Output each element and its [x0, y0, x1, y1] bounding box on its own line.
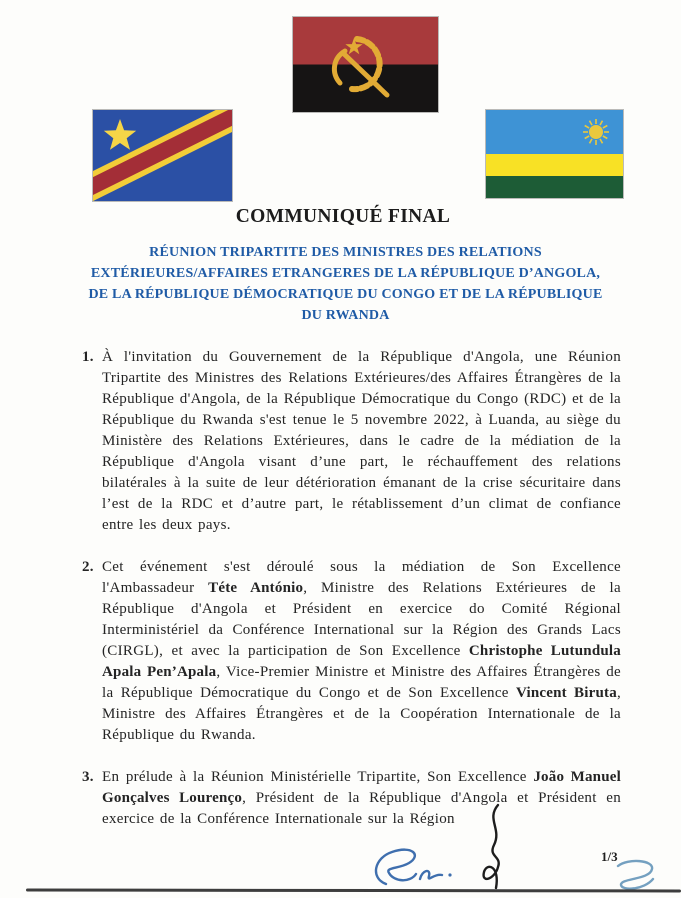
rwanda-flag [486, 110, 623, 198]
subtitle-line: DE LA RÉPUBLIQUE DÉMOCRATIQUE DU CONGO ET DE LA RÉPUBLIQUE [88, 287, 603, 302]
drc-flag [93, 110, 232, 201]
rwanda-flag-graphic [486, 110, 623, 198]
subtitle-line: EXTÉRIEURES/AFFAIRES ETRANGERES DE LA RÉPUBLIQUE D’ANGOLA, [90, 266, 601, 281]
subtitle-line: DU RWANDA [301, 308, 390, 323]
angola-flag [293, 17, 438, 112]
document-title: COMMUNIQUÉ FINAL [235, 206, 451, 227]
paragraph [84, 767, 621, 830]
paragraph-text: À l'invitation du Gouvernement de la République d'Angola, une Réunion Tripartite des Ministres des Relations Extérieures/des Affaires Étrangères de la République d'Angola, de la République Démocratique du Congo (RDC) et de la République du Rwanda s'est tenue le 5 novembre 2022, à Luanda, au siège du Ministère des Relations Extérieures, dans le cadre de la médiation de la République d'Angola visant d’une part, le réchauffement des relations bilatérales à la suite de leur détérioration émanant de la crise sécuritaire dans l’est de la RDC et d’autre part, le rétablissement d’un climat de confiance entre les deux pays. [102, 349, 621, 533]
paragraph-number: 1. [82, 349, 94, 365]
paragraph-number: 2. [82, 559, 94, 575]
angola-flag-graphic [293, 17, 438, 112]
paragraph-text: Cet événement s'est déroulé sous la médiation de Son Excellence l'Ambassadeur Téte António, Ministre des Relations Extérieures de la République d'Angola et Président en exercice do Comité Régional Interministériel da Conférence International sur la Région des Grands Lacs (CIRGL), et avec la participation de Son Excellence Christophe Lutundula Apala Pen’Apala, Vice-Premier Ministre et Ministre des Affaires Étrangères de la République Démocratique du Congo et de Son Excellence Vincent Biruta, Ministre des Affaires Étrangères et de la Coopération Internationale de la République du Rwanda. [102, 559, 622, 743]
page-number: 1/3 [601, 849, 618, 864]
handwritten-loop-blue-ink [612, 856, 660, 892]
document-subtitle [55, 242, 636, 326]
paragraph [84, 347, 621, 536]
handwritten-initials-blue-ink [368, 842, 460, 892]
scan-edge-line [26, 889, 681, 893]
paragraph-list [84, 347, 621, 851]
subtitle-line: RÉUNION TRIPARTITE DES MINISTRES DES RELATIONS [149, 245, 542, 260]
paragraph [84, 557, 621, 746]
drc-flag-graphic [93, 110, 232, 201]
paragraph-text: En prélude à la Réunion Ministérielle Tripartite, Son Excellence João Manuel Gonçalves Lourenço, Président de la République d'Angola et Président en exercice de la Conférence Internationale sur la Région [102, 769, 621, 827]
handwritten-squiggle-black-ink [468, 803, 518, 893]
paragraph-number: 3. [82, 769, 94, 785]
